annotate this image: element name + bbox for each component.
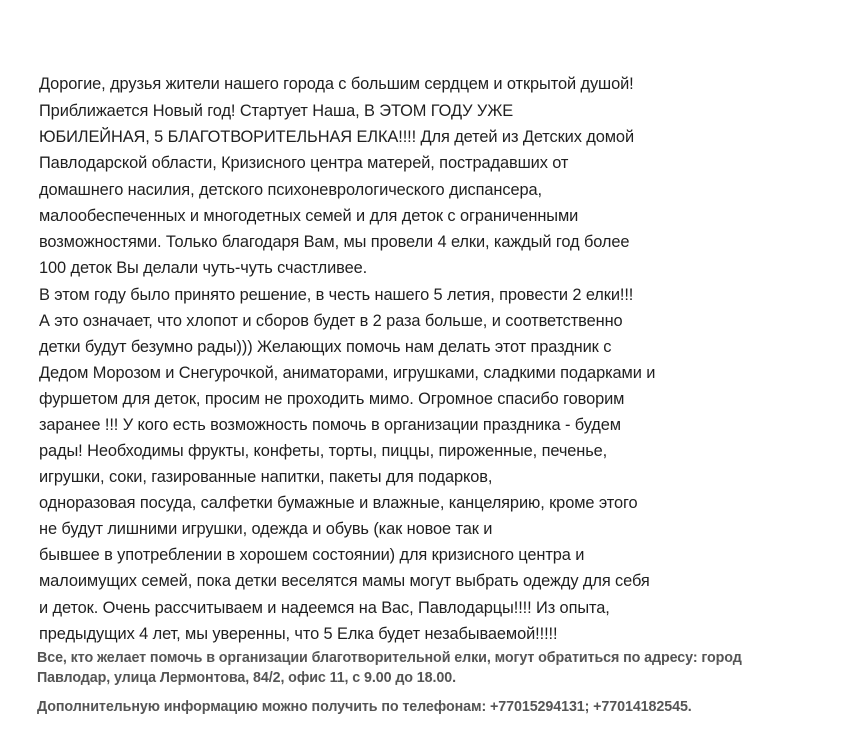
text-line: бывшее в употреблении в хорошем состоянии) для кризисного центра и (39, 546, 585, 564)
text-line: В этом году было принято решение, в честь нашего 5 летия, провести 2 елки!!! (39, 286, 634, 304)
text-line: Дорогие, друзья жители нашего города с большим сердцем и открытой душой! (39, 75, 634, 93)
text-line: заранее !!! У кого есть возможность помочь в организации праздника - будем (39, 416, 621, 434)
text-line: Дедом Морозом и Снегурочкой, аниматорами, игрушками, сладкими подарками и (39, 364, 656, 382)
text-line: малообеспеченных и многодетных семей и для деток с ограниченными (39, 207, 579, 225)
text-line: А это означает, что хлопот и сборов будет в 2 раза больше, и соответственно (39, 312, 623, 330)
contact-address-line: Павлодар, улица Лермонтова, 84/2, офис 11, с 9.00 до 18.00. (37, 670, 456, 686)
contact-address-line: Все, кто желает помочь в организации благотворительной елки, могут обратиться по адресу: город (37, 650, 742, 666)
text-line: не будут лишними игрушки, одежда и обувь (как новое так и (39, 520, 493, 538)
text-line: детки будут безумно рады))) Желающих помочь нам делать этот праздник с (39, 338, 612, 356)
text-line: предыдущих 4 лет, мы уверенны, что 5 Елка будет незабываемой!!!!! (39, 625, 558, 643)
text-line: одноразовая посуда, салфетки бумажные и влажные, канцелярию, кроме этого (39, 494, 638, 512)
text-line: Приближается Новый год! Стартует Наша, В ЭТОМ ГОДУ УЖЕ (39, 102, 514, 120)
text-line: ЮБИЛЕЙНАЯ, 5 БЛАГОТВОРИТЕЛЬНАЯ ЕЛКА!!!! Для детей из Детских домой (39, 128, 635, 146)
text-line: рады! Необходимы фрукты, конфеты, торты, пиццы, пироженные, печенье, (39, 442, 608, 460)
text-line: игрушки, соки, газированные напитки, пакеты для подарков, (39, 468, 493, 486)
text-line: фуршетом для деток, просим не проходить мимо. Огромное спасибо говорим (39, 390, 625, 408)
text-line: и деток. Очень рассчитываем и надеемся на Вас, Павлодарцы!!!! Из опыта, (39, 599, 610, 617)
text-line: возможностями. Только благодаря Вам, мы провели 4 елки, каждый год более (39, 233, 630, 251)
text-line: домашнего насилия, детского психоневрологического диспансера, (39, 181, 542, 199)
contact-phone-line: Дополнительную информацию можно получить по телефонам: +77015294131; +77014182545. (37, 699, 692, 715)
text-line: малоимущих семей, пока детки веселятся мамы могут выбрать одежду для себя (39, 572, 650, 590)
text-line: 100 деток Вы делали чуть-чуть счастливее. (39, 259, 368, 277)
text-line: Павлодарской области, Кризисного центра матерей, пострадавших от (39, 154, 569, 172)
